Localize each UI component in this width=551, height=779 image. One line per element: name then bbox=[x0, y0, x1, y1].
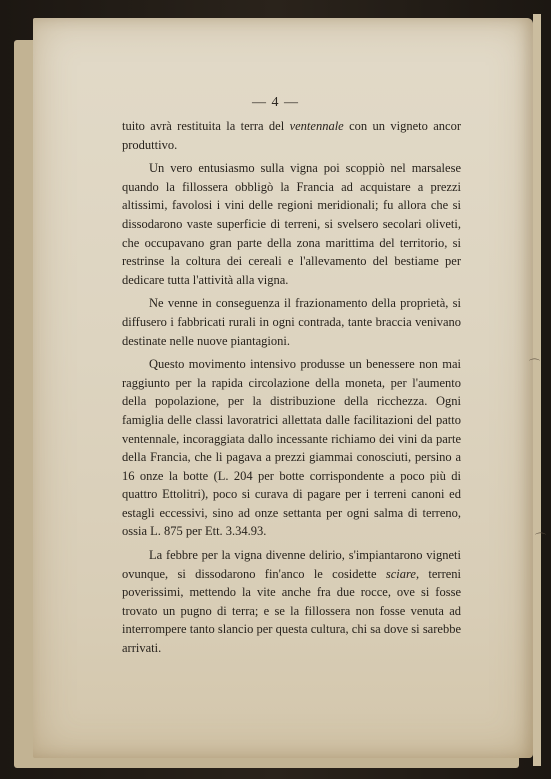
margin-mark-icon: ⌒ bbox=[529, 359, 540, 371]
paragraph-5-text-a: La febbre per la vigna divenne delirio, s'impiantarono vigneti ovunque, si dissodarono fin'anco le cosidette bbox=[122, 548, 461, 581]
page-edge-strip bbox=[533, 14, 541, 766]
margin-mark-icon-2: ⌒ bbox=[535, 533, 546, 545]
italic-ventennale: ventennale bbox=[289, 119, 344, 133]
paragraph-3: Ne venne in conseguenza il frazionamento della proprietà, si diffusero i fabbricati rurali in ogni contrada, tante braccia venivano destinate nelle nuove piantagioni. bbox=[122, 296, 461, 348]
paragraph-5 bbox=[122, 546, 461, 658]
paragraph-5-text-b: terreni poverissimi, mettendo la vite anche fra due rocce, ove si fosse trovato un pugno di terra; e se la fillossera non fosse venuta ad interrompere tanto slancio per questa cultura, chi sa dove si sarebbe arrivati. bbox=[122, 566, 462, 656]
page-number: — 4 — bbox=[252, 95, 299, 110]
paragraph-1-text-b: con un vigneto ancor produttivo. bbox=[122, 119, 461, 152]
paragraph-4: Questo movimento intensivo produsse un benessere non mai raggiunto per la rapida circolazione della moneta, per l'aumento della popolazione, per la distribuzione della ricchezza. Ogni famiglia delle classi lavoratrici allettata dalle facilitazioni del patto ventennale, incoraggiata dallo incessante richiamo dei vini da parte della Francia, che li pagava a prezzi giammai conosciuti, persino a 16 onze la botte (L. 204 per botte corrispondente a poco più di quattro Ettolitri), poco si curava di pagare per i terreni canoni ed estagli eccessivi, sino ad onze settanta per ogni salma di terreno, ossia L. 875 per Ett. 3.34.93. bbox=[122, 357, 461, 539]
body-text bbox=[122, 117, 461, 658]
paragraph-1 bbox=[122, 117, 461, 154]
paragraph-2: Un vero entusiasmo sulla vigna poi scoppiò nel marsalese quando la fillossera obbligò la Francia ad acquistare a prezzi altissimi, favolosi i vini delle regioni meridionali; fu allora che si dissodarono vaste superficie di terreni, si svelsero secolari oliveti, che occupavano gran parte della zona marittima del territorio, si restrinse la coltura dei cereali e l'allevamento del bestiame per dedicare tutta l'attività alla vigna. bbox=[122, 161, 461, 287]
italic-sciare: sciare, bbox=[385, 566, 420, 581]
paragraph-1-text-a: tuito avrà restituita la terra del bbox=[122, 119, 290, 133]
